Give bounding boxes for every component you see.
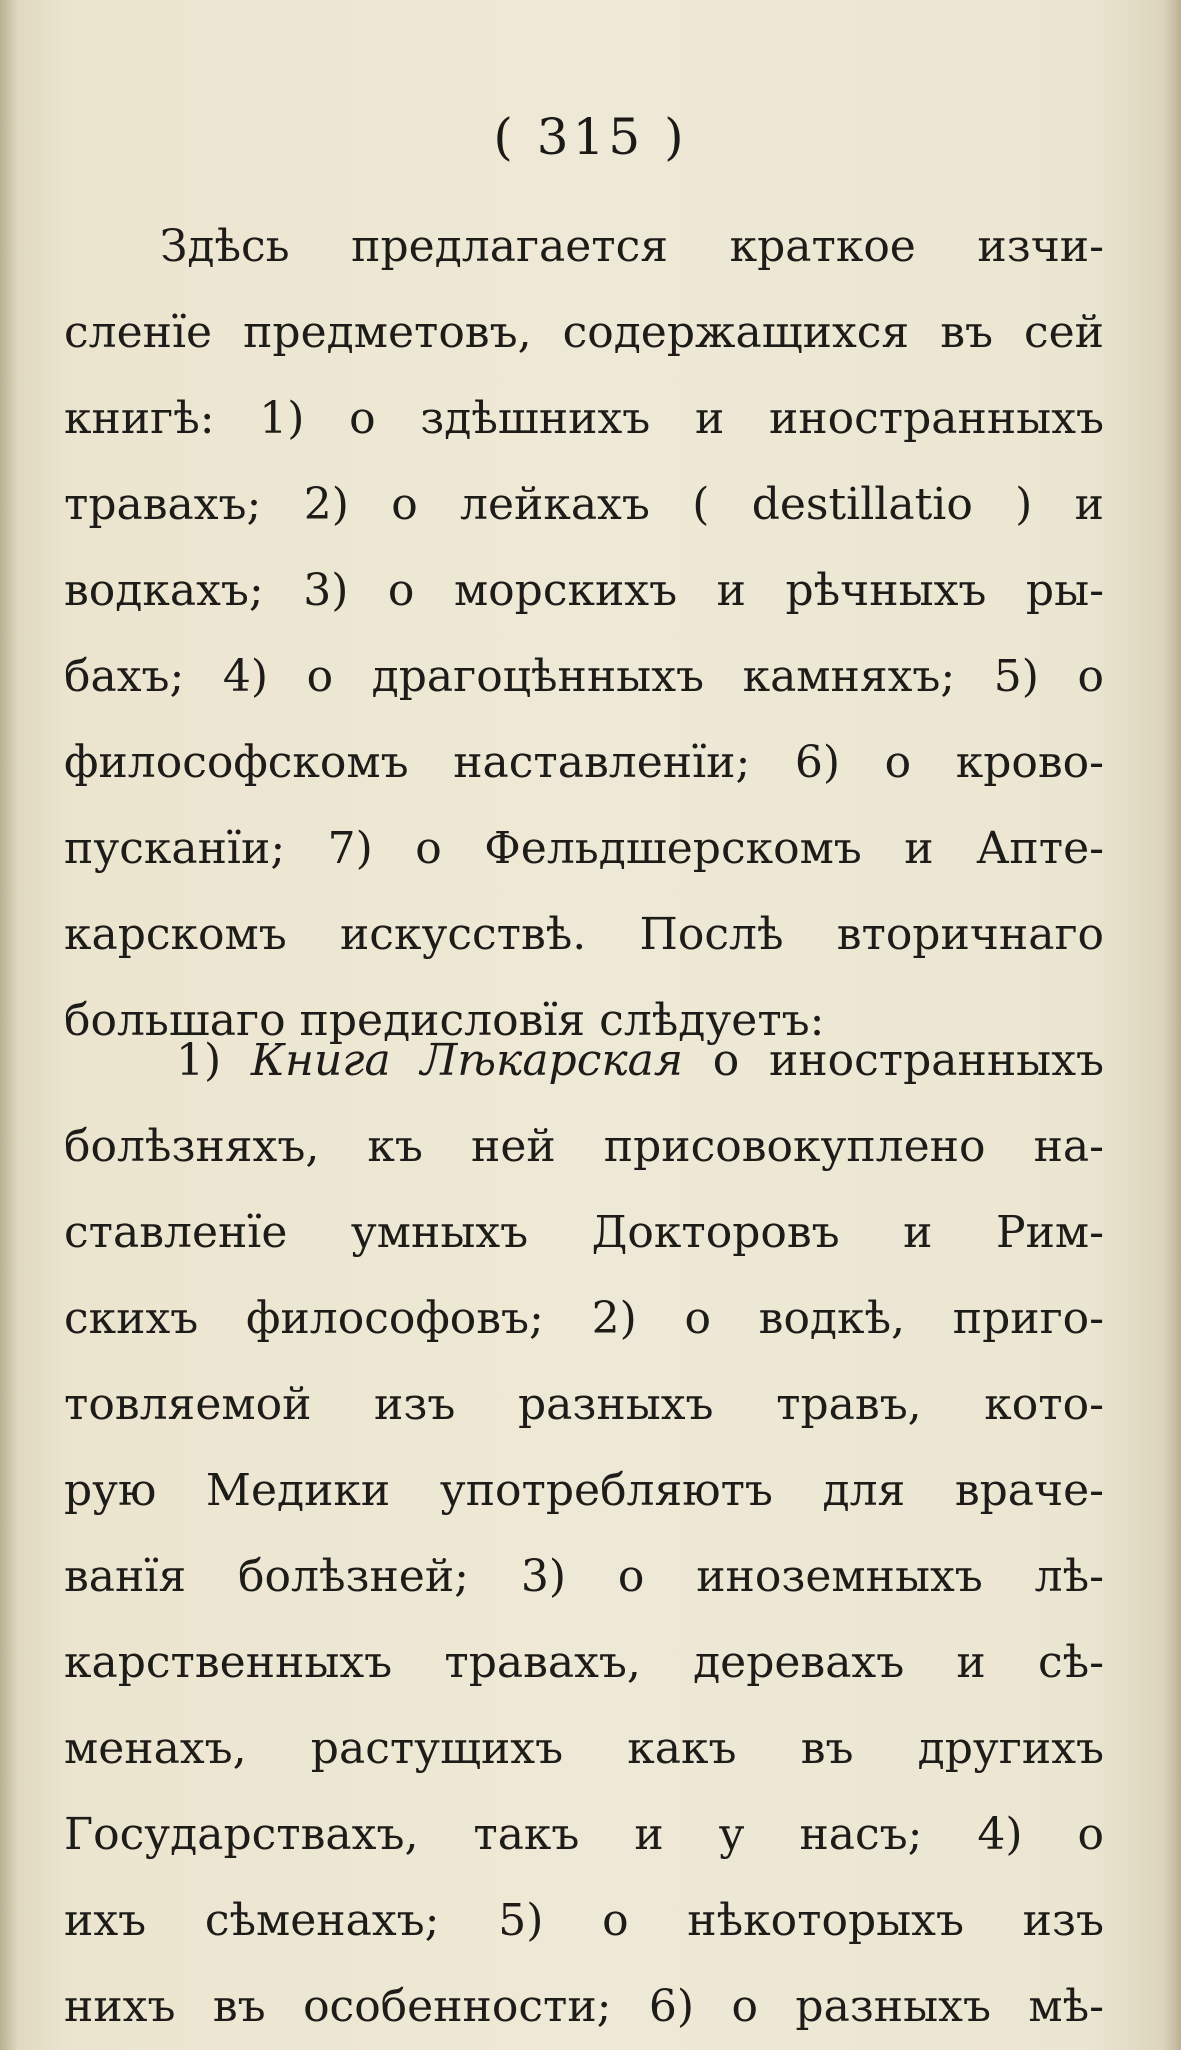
page-left-edge [0, 0, 18, 2050]
text-line: карственныхъ травахъ, деревахъ и сѣ- [64, 1637, 1104, 1688]
text-line: книгѣ: 1) о здѣшнихъ и иностранныхъ [64, 393, 1104, 444]
text-line: травахъ; 2) о лейкахъ ( destillatio ) и [64, 479, 1104, 530]
paragraph-contents-summary [64, 204, 1104, 1064]
text-line: ванїя болѣзней; 3) о иноземныхъ лѣ- [64, 1551, 1104, 1602]
text-line: пусканїи; 7) о Фельдшерскомъ и Апте- [64, 823, 1104, 874]
paragraph-book-list [64, 1018, 1104, 2050]
text-line: сленїе предметовъ, содержащихся въ сей [64, 307, 1104, 358]
book-title: Книга Лѣкарская [250, 1035, 684, 1086]
text-line: Здѣсь предлагается краткое изчи- [160, 221, 1104, 272]
text-line: товляемой изъ разныхъ травъ, кото- [64, 1379, 1104, 1430]
text-line-first [64, 1018, 1104, 1104]
list-number: 1) [176, 1035, 251, 1086]
text-line: большаго предисловїя слѣдуетъ: [64, 995, 825, 1046]
text-line: менахъ, растущихъ какъ въ другихъ [64, 1723, 1104, 1774]
page-right-edge [1163, 0, 1181, 2050]
text-line: философскомъ наставленїи; 6) о крово- [64, 737, 1104, 788]
text-line: скихъ философовъ; 2) о водкѣ, приго- [64, 1293, 1104, 1344]
text-line: карскомъ искусствѣ. Послѣ вторичнаго [64, 909, 1104, 960]
text-line: Государствахъ, такъ и у насъ; 4) о [64, 1809, 1104, 1860]
text-line: болѣзняхъ, къ ней присовокуплено на- [64, 1121, 1104, 1172]
text-line: ихъ сѣменахъ; 5) о нѣкоторыхъ изъ [64, 1895, 1104, 1946]
text-line: бахъ; 4) о драгоцѣнныхъ камняхъ; 5) о [64, 651, 1104, 702]
text-line: рую Медики употребляютъ для враче- [64, 1465, 1104, 1516]
text-fragment: о иностранныхъ [683, 1035, 1104, 1086]
text-line: ставленїе умныхъ Докторовъ и Рим- [64, 1207, 1104, 1258]
text-line: нихъ въ особенности; 6) о разныхъ мѣ- [64, 1981, 1104, 2032]
text-line: водкахъ; 3) о морскихъ и рѣчныхъ ры- [64, 565, 1104, 616]
page-number: ( 315 ) [493, 108, 688, 166]
